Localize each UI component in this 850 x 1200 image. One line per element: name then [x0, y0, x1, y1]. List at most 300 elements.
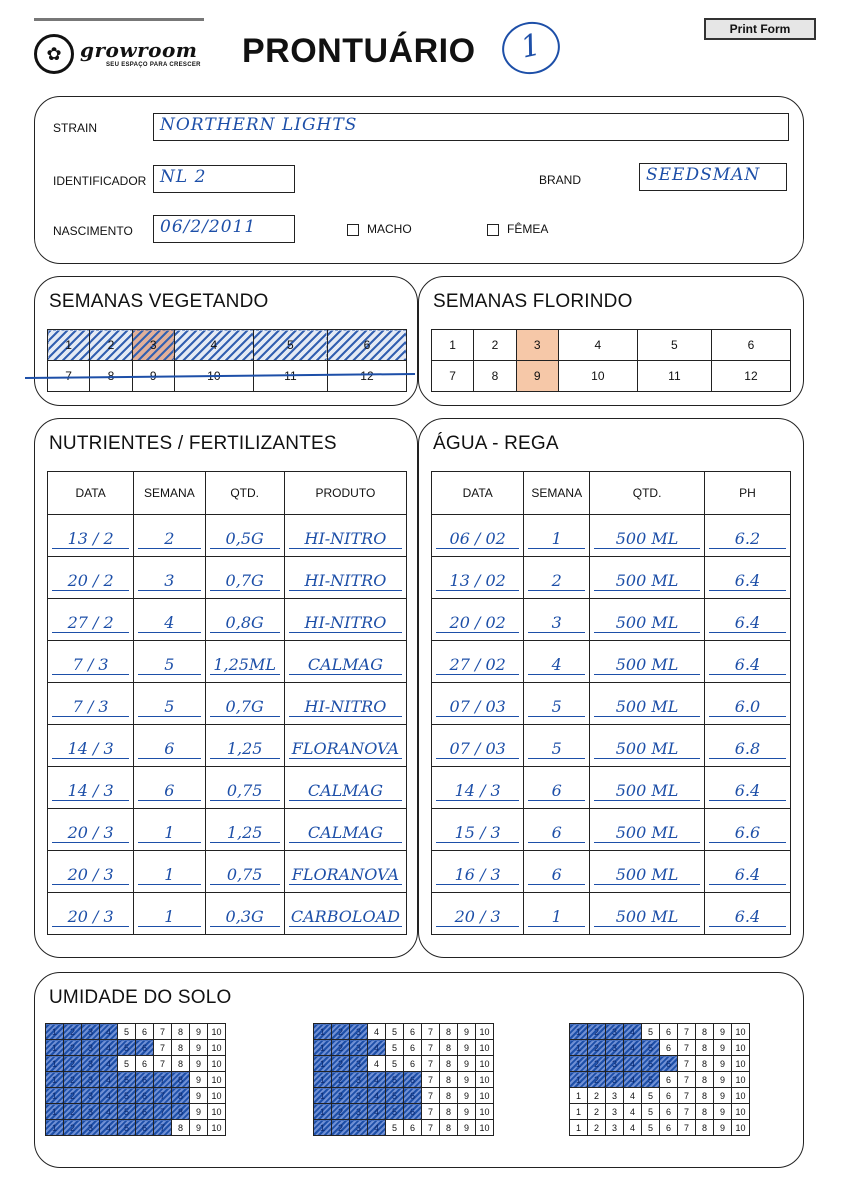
water-cell[interactable]: [524, 767, 590, 809]
soil-cell[interactable]: 6: [404, 1056, 422, 1072]
soil-cell[interactable]: 6: [404, 1104, 422, 1120]
soil-cell[interactable]: 4: [100, 1024, 118, 1040]
water-cell[interactable]: [432, 725, 524, 767]
soil-cell[interactable]: 1: [570, 1088, 588, 1104]
flower-week-12[interactable]: 12: [711, 361, 790, 392]
water-cell[interactable]: [590, 725, 705, 767]
soil-cell[interactable]: 8: [696, 1024, 714, 1040]
soil-cell[interactable]: 8: [172, 1088, 190, 1104]
water-cell[interactable]: [590, 515, 705, 557]
soil-cell[interactable]: 4: [100, 1088, 118, 1104]
soil-cell[interactable]: 10: [208, 1056, 226, 1072]
veg-week-12[interactable]: 12: [327, 361, 406, 392]
water-cell[interactable]: [590, 557, 705, 599]
soil-cell[interactable]: 2: [332, 1072, 350, 1088]
soil-cell[interactable]: 7: [422, 1120, 440, 1136]
soil-cell[interactable]: 10: [732, 1072, 750, 1088]
water-cell[interactable]: [432, 683, 524, 725]
soil-cell[interactable]: 7: [678, 1024, 696, 1040]
soil-cell[interactable]: 10: [732, 1024, 750, 1040]
soil-cell[interactable]: 3: [82, 1056, 100, 1072]
water-cell[interactable]: [590, 851, 705, 893]
soil-cell[interactable]: 9: [714, 1040, 732, 1056]
soil-cell[interactable]: 5: [642, 1024, 660, 1040]
soil-cell[interactable]: 7: [422, 1072, 440, 1088]
soil-cell[interactable]: 9: [190, 1088, 208, 1104]
soil-cell[interactable]: 10: [476, 1024, 494, 1040]
soil-cell[interactable]: 10: [732, 1088, 750, 1104]
soil-cell[interactable]: 10: [476, 1072, 494, 1088]
nutrients-cell[interactable]: [205, 683, 284, 725]
soil-cell[interactable]: 4: [100, 1072, 118, 1088]
soil-cell[interactable]: 1: [314, 1088, 332, 1104]
soil-cell[interactable]: 6: [660, 1120, 678, 1136]
soil-cell[interactable]: 3: [82, 1104, 100, 1120]
soil-cell[interactable]: 8: [440, 1088, 458, 1104]
water-cell[interactable]: [704, 641, 790, 683]
flower-week-3[interactable]: 3: [516, 330, 558, 361]
soil-cell[interactable]: 3: [606, 1120, 624, 1136]
soil-cell[interactable]: 10: [476, 1104, 494, 1120]
soil-cell[interactable]: 9: [714, 1088, 732, 1104]
soil-cell[interactable]: 5: [642, 1104, 660, 1120]
soil-cell[interactable]: 10: [476, 1120, 494, 1136]
nutrients-cell[interactable]: [48, 851, 134, 893]
soil-cell[interactable]: 2: [332, 1024, 350, 1040]
flower-week-11[interactable]: 11: [637, 361, 711, 392]
soil-cell[interactable]: 6: [660, 1024, 678, 1040]
water-cell[interactable]: [704, 599, 790, 641]
soil-cell[interactable]: 6: [660, 1072, 678, 1088]
female-checkbox[interactable]: [487, 224, 499, 236]
flower-week-4[interactable]: 4: [558, 330, 637, 361]
water-cell[interactable]: [432, 515, 524, 557]
water-cell[interactable]: [524, 557, 590, 599]
water-cell[interactable]: [524, 725, 590, 767]
water-cell[interactable]: [432, 851, 524, 893]
soil-cell[interactable]: 10: [476, 1088, 494, 1104]
veg-week-3[interactable]: 3: [132, 330, 174, 361]
soil-cell[interactable]: 6: [404, 1088, 422, 1104]
soil-cell[interactable]: 1: [314, 1120, 332, 1136]
soil-cell[interactable]: 4: [624, 1104, 642, 1120]
soil-cell[interactable]: 9: [458, 1104, 476, 1120]
soil-cell[interactable]: 5: [118, 1072, 136, 1088]
soil-cell[interactable]: 8: [696, 1088, 714, 1104]
soil-cell[interactable]: 9: [714, 1120, 732, 1136]
soil-cell[interactable]: 7: [154, 1024, 172, 1040]
soil-cell[interactable]: 2: [332, 1056, 350, 1072]
print-form-button[interactable]: Print Form: [704, 18, 816, 40]
veg-week-4[interactable]: 4: [174, 330, 253, 361]
soil-cell[interactable]: 7: [154, 1120, 172, 1136]
soil-cell[interactable]: 1: [314, 1072, 332, 1088]
soil-cell[interactable]: 5: [386, 1056, 404, 1072]
soil-cell[interactable]: 4: [624, 1056, 642, 1072]
soil-cell[interactable]: 2: [332, 1104, 350, 1120]
nutrients-cell[interactable]: [134, 599, 205, 641]
nutrients-cell[interactable]: [134, 893, 205, 935]
water-cell[interactable]: [524, 515, 590, 557]
soil-cell[interactable]: 6: [136, 1024, 154, 1040]
nutrients-cell[interactable]: [48, 599, 134, 641]
water-cell[interactable]: [704, 809, 790, 851]
soil-cell[interactable]: 3: [606, 1024, 624, 1040]
soil-cell[interactable]: 6: [404, 1120, 422, 1136]
soil-cell[interactable]: 7: [678, 1120, 696, 1136]
flower-week-6[interactable]: 6: [711, 330, 790, 361]
nutrients-cell[interactable]: [284, 683, 406, 725]
nutrients-cell[interactable]: [284, 767, 406, 809]
strain-field[interactable]: [153, 113, 789, 141]
water-cell[interactable]: [704, 725, 790, 767]
soil-cell[interactable]: 1: [46, 1104, 64, 1120]
water-cell[interactable]: [432, 767, 524, 809]
soil-cell[interactable]: 7: [154, 1088, 172, 1104]
soil-cell[interactable]: 9: [458, 1056, 476, 1072]
nutrients-cell[interactable]: [284, 725, 406, 767]
soil-cell[interactable]: 2: [332, 1088, 350, 1104]
soil-cell[interactable]: 8: [172, 1072, 190, 1088]
soil-cell[interactable]: 9: [190, 1072, 208, 1088]
soil-cell[interactable]: 3: [82, 1024, 100, 1040]
soil-cell[interactable]: 6: [660, 1104, 678, 1120]
water-cell[interactable]: [704, 767, 790, 809]
soil-cell[interactable]: 8: [696, 1104, 714, 1120]
soil-cell[interactable]: 2: [588, 1088, 606, 1104]
soil-cell[interactable]: 1: [46, 1120, 64, 1136]
water-cell[interactable]: [432, 599, 524, 641]
water-cell[interactable]: [524, 599, 590, 641]
soil-cell[interactable]: 8: [440, 1104, 458, 1120]
nutrients-cell[interactable]: [134, 851, 205, 893]
soil-cell[interactable]: 2: [588, 1072, 606, 1088]
soil-cell[interactable]: 9: [458, 1088, 476, 1104]
soil-cell[interactable]: 7: [678, 1104, 696, 1120]
soil-cell[interactable]: 2: [64, 1104, 82, 1120]
soil-cell[interactable]: 7: [422, 1040, 440, 1056]
soil-cell[interactable]: 1: [314, 1040, 332, 1056]
soil-cell[interactable]: 6: [660, 1056, 678, 1072]
nutrients-cell[interactable]: [134, 683, 205, 725]
soil-cell[interactable]: 4: [368, 1120, 386, 1136]
soil-cell[interactable]: 1: [570, 1072, 588, 1088]
nutrients-cell[interactable]: [48, 557, 134, 599]
soil-cell[interactable]: 3: [350, 1072, 368, 1088]
soil-cell[interactable]: 8: [696, 1072, 714, 1088]
nutrients-cell[interactable]: [284, 893, 406, 935]
soil-cell[interactable]: 6: [660, 1088, 678, 1104]
soil-cell[interactable]: 9: [458, 1040, 476, 1056]
nutrients-cell[interactable]: [134, 515, 205, 557]
soil-cell[interactable]: 6: [136, 1088, 154, 1104]
soil-cell[interactable]: 7: [678, 1072, 696, 1088]
soil-cell[interactable]: 10: [208, 1104, 226, 1120]
nutrients-cell[interactable]: [205, 515, 284, 557]
birth-field[interactable]: [153, 215, 295, 243]
soil-cell[interactable]: 8: [172, 1040, 190, 1056]
soil-cell[interactable]: 4: [100, 1104, 118, 1120]
soil-cell[interactable]: 5: [386, 1104, 404, 1120]
soil-cell[interactable]: 10: [208, 1024, 226, 1040]
soil-cell[interactable]: 8: [696, 1056, 714, 1072]
soil-cell[interactable]: 5: [386, 1072, 404, 1088]
soil-cell[interactable]: 3: [350, 1088, 368, 1104]
soil-cell[interactable]: 3: [350, 1024, 368, 1040]
nutrients-cell[interactable]: [284, 641, 406, 683]
nutrients-cell[interactable]: [48, 683, 134, 725]
soil-cell[interactable]: 8: [696, 1120, 714, 1136]
water-cell[interactable]: [590, 893, 705, 935]
soil-cell[interactable]: 3: [350, 1104, 368, 1120]
soil-cell[interactable]: 6: [136, 1072, 154, 1088]
soil-cell[interactable]: 10: [208, 1088, 226, 1104]
nutrients-cell[interactable]: [48, 725, 134, 767]
water-cell[interactable]: [524, 809, 590, 851]
soil-cell[interactable]: 9: [190, 1056, 208, 1072]
soil-cell[interactable]: 7: [154, 1072, 172, 1088]
soil-cell[interactable]: 10: [208, 1120, 226, 1136]
nutrients-cell[interactable]: [284, 599, 406, 641]
soil-cell[interactable]: 9: [714, 1024, 732, 1040]
soil-cell[interactable]: 1: [314, 1056, 332, 1072]
water-cell[interactable]: [524, 683, 590, 725]
soil-cell[interactable]: 5: [386, 1024, 404, 1040]
nutrients-cell[interactable]: [205, 557, 284, 599]
soil-cell[interactable]: 8: [440, 1120, 458, 1136]
soil-cell[interactable]: 9: [190, 1104, 208, 1120]
soil-cell[interactable]: 7: [678, 1056, 696, 1072]
soil-cell[interactable]: 1: [570, 1104, 588, 1120]
soil-cell[interactable]: 9: [458, 1072, 476, 1088]
soil-cell[interactable]: 5: [642, 1120, 660, 1136]
soil-cell[interactable]: 2: [332, 1040, 350, 1056]
soil-cell[interactable]: 4: [368, 1040, 386, 1056]
nutrients-cell[interactable]: [48, 893, 134, 935]
soil-cell[interactable]: 10: [732, 1120, 750, 1136]
nutrients-cell[interactable]: [205, 893, 284, 935]
nutrients-cell[interactable]: [284, 851, 406, 893]
soil-cell[interactable]: 2: [588, 1024, 606, 1040]
soil-cell[interactable]: 10: [732, 1040, 750, 1056]
water-cell[interactable]: [590, 641, 705, 683]
soil-cell[interactable]: 4: [624, 1120, 642, 1136]
soil-cell[interactable]: 6: [404, 1040, 422, 1056]
nutrients-cell[interactable]: [205, 599, 284, 641]
soil-cell[interactable]: 9: [458, 1024, 476, 1040]
soil-cell[interactable]: 9: [458, 1120, 476, 1136]
water-cell[interactable]: [432, 809, 524, 851]
male-checkbox[interactable]: [347, 224, 359, 236]
soil-cell[interactable]: 4: [368, 1056, 386, 1072]
flower-week-8[interactable]: 8: [474, 361, 516, 392]
soil-cell[interactable]: 7: [422, 1024, 440, 1040]
soil-cell[interactable]: 5: [118, 1024, 136, 1040]
soil-cell[interactable]: 2: [588, 1104, 606, 1120]
water-cell[interactable]: [524, 641, 590, 683]
nutrients-cell[interactable]: [205, 767, 284, 809]
soil-cell[interactable]: 5: [118, 1040, 136, 1056]
soil-cell[interactable]: 6: [404, 1024, 422, 1040]
soil-cell[interactable]: 2: [64, 1120, 82, 1136]
soil-cell[interactable]: 7: [154, 1056, 172, 1072]
water-cell[interactable]: [704, 683, 790, 725]
water-cell[interactable]: [432, 893, 524, 935]
water-cell[interactable]: [704, 515, 790, 557]
nutrients-cell[interactable]: [48, 809, 134, 851]
nutrients-cell[interactable]: [284, 809, 406, 851]
soil-cell[interactable]: 4: [624, 1040, 642, 1056]
soil-cell[interactable]: 3: [82, 1120, 100, 1136]
identifier-field[interactable]: [153, 165, 295, 193]
soil-cell[interactable]: 6: [660, 1040, 678, 1056]
water-cell[interactable]: [590, 683, 705, 725]
soil-cell[interactable]: 4: [368, 1024, 386, 1040]
soil-cell[interactable]: 7: [422, 1104, 440, 1120]
water-cell[interactable]: [590, 599, 705, 641]
water-cell[interactable]: [524, 851, 590, 893]
soil-cell[interactable]: 4: [100, 1056, 118, 1072]
flower-week-5[interactable]: 5: [637, 330, 711, 361]
nutrients-cell[interactable]: [284, 515, 406, 557]
water-cell[interactable]: [590, 809, 705, 851]
soil-cell[interactable]: 5: [118, 1104, 136, 1120]
soil-cell[interactable]: 3: [350, 1056, 368, 1072]
soil-cell[interactable]: 2: [64, 1088, 82, 1104]
soil-cell[interactable]: 8: [172, 1104, 190, 1120]
soil-cell[interactable]: 4: [624, 1072, 642, 1088]
water-cell[interactable]: [590, 767, 705, 809]
veg-week-1[interactable]: 1: [48, 330, 90, 361]
soil-cell[interactable]: 5: [118, 1056, 136, 1072]
soil-cell[interactable]: 10: [476, 1040, 494, 1056]
soil-cell[interactable]: 1: [46, 1072, 64, 1088]
brand-field[interactable]: [639, 163, 787, 191]
soil-cell[interactable]: 8: [172, 1120, 190, 1136]
water-cell[interactable]: [432, 557, 524, 599]
soil-cell[interactable]: 3: [350, 1120, 368, 1136]
soil-cell[interactable]: 3: [82, 1072, 100, 1088]
soil-cell[interactable]: 2: [588, 1120, 606, 1136]
soil-cell[interactable]: 5: [642, 1072, 660, 1088]
soil-cell[interactable]: 10: [732, 1056, 750, 1072]
soil-cell[interactable]: 5: [118, 1088, 136, 1104]
soil-cell[interactable]: 1: [314, 1104, 332, 1120]
soil-cell[interactable]: 1: [570, 1024, 588, 1040]
soil-cell[interactable]: 4: [624, 1024, 642, 1040]
soil-cell[interactable]: 8: [440, 1040, 458, 1056]
flower-week-1[interactable]: 1: [432, 330, 474, 361]
flower-week-7[interactable]: 7: [432, 361, 474, 392]
soil-cell[interactable]: 4: [368, 1088, 386, 1104]
soil-cell[interactable]: 1: [570, 1120, 588, 1136]
soil-cell[interactable]: 7: [154, 1040, 172, 1056]
flower-week-10[interactable]: 10: [558, 361, 637, 392]
soil-cell[interactable]: 4: [100, 1040, 118, 1056]
soil-cell[interactable]: 2: [64, 1040, 82, 1056]
water-cell[interactable]: [432, 641, 524, 683]
water-cell[interactable]: [704, 851, 790, 893]
nutrients-cell[interactable]: [134, 809, 205, 851]
soil-cell[interactable]: 3: [606, 1040, 624, 1056]
soil-cell[interactable]: 1: [46, 1088, 64, 1104]
soil-cell[interactable]: 7: [678, 1088, 696, 1104]
soil-cell[interactable]: 4: [624, 1088, 642, 1104]
soil-cell[interactable]: 5: [118, 1120, 136, 1136]
soil-cell[interactable]: 5: [386, 1120, 404, 1136]
soil-cell[interactable]: 2: [64, 1072, 82, 1088]
soil-cell[interactable]: 9: [714, 1104, 732, 1120]
soil-cell[interactable]: 5: [386, 1040, 404, 1056]
soil-cell[interactable]: 10: [208, 1040, 226, 1056]
soil-cell[interactable]: 6: [136, 1040, 154, 1056]
soil-cell[interactable]: 6: [404, 1072, 422, 1088]
nutrients-cell[interactable]: [284, 557, 406, 599]
soil-cell[interactable]: 3: [82, 1040, 100, 1056]
soil-cell[interactable]: 9: [190, 1120, 208, 1136]
soil-cell[interactable]: 3: [606, 1088, 624, 1104]
nutrients-cell[interactable]: [205, 641, 284, 683]
soil-cell[interactable]: 9: [714, 1072, 732, 1088]
soil-cell[interactable]: 2: [588, 1040, 606, 1056]
veg-week-6[interactable]: 6: [327, 330, 406, 361]
soil-cell[interactable]: 4: [368, 1072, 386, 1088]
soil-cell[interactable]: 8: [440, 1072, 458, 1088]
soil-cell[interactable]: 1: [46, 1040, 64, 1056]
soil-cell[interactable]: 7: [422, 1088, 440, 1104]
soil-cell[interactable]: 2: [64, 1024, 82, 1040]
soil-cell[interactable]: 2: [64, 1056, 82, 1072]
nutrients-cell[interactable]: [48, 515, 134, 557]
soil-cell[interactable]: 10: [476, 1056, 494, 1072]
soil-cell[interactable]: 7: [678, 1040, 696, 1056]
soil-cell[interactable]: 8: [172, 1056, 190, 1072]
soil-cell[interactable]: 6: [136, 1056, 154, 1072]
soil-cell[interactable]: 8: [696, 1040, 714, 1056]
soil-cell[interactable]: 3: [606, 1056, 624, 1072]
soil-cell[interactable]: 6: [136, 1104, 154, 1120]
soil-cell[interactable]: 1: [570, 1040, 588, 1056]
water-cell[interactable]: [524, 893, 590, 935]
nutrients-cell[interactable]: [205, 809, 284, 851]
soil-cell[interactable]: 3: [350, 1040, 368, 1056]
nutrients-cell[interactable]: [48, 767, 134, 809]
soil-cell[interactable]: 9: [714, 1056, 732, 1072]
soil-cell[interactable]: 4: [100, 1120, 118, 1136]
water-cell[interactable]: [704, 557, 790, 599]
soil-cell[interactable]: 6: [136, 1120, 154, 1136]
nutrients-cell[interactable]: [48, 641, 134, 683]
soil-cell[interactable]: 10: [208, 1072, 226, 1088]
soil-cell[interactable]: 3: [82, 1088, 100, 1104]
nutrients-cell[interactable]: [134, 725, 205, 767]
soil-cell[interactable]: 10: [732, 1104, 750, 1120]
soil-cell[interactable]: 1: [570, 1056, 588, 1072]
soil-cell[interactable]: 5: [642, 1056, 660, 1072]
water-cell[interactable]: [704, 893, 790, 935]
soil-cell[interactable]: 1: [46, 1024, 64, 1040]
soil-cell[interactable]: 2: [332, 1120, 350, 1136]
nutrients-cell[interactable]: [205, 851, 284, 893]
soil-cell[interactable]: 8: [440, 1024, 458, 1040]
soil-cell[interactable]: 2: [588, 1056, 606, 1072]
veg-week-5[interactable]: 5: [253, 330, 327, 361]
soil-cell[interactable]: 1: [46, 1056, 64, 1072]
flower-week-9[interactable]: 9: [516, 361, 558, 392]
soil-cell[interactable]: 5: [386, 1088, 404, 1104]
nutrients-cell[interactable]: [134, 767, 205, 809]
nutrients-cell[interactable]: [134, 557, 205, 599]
